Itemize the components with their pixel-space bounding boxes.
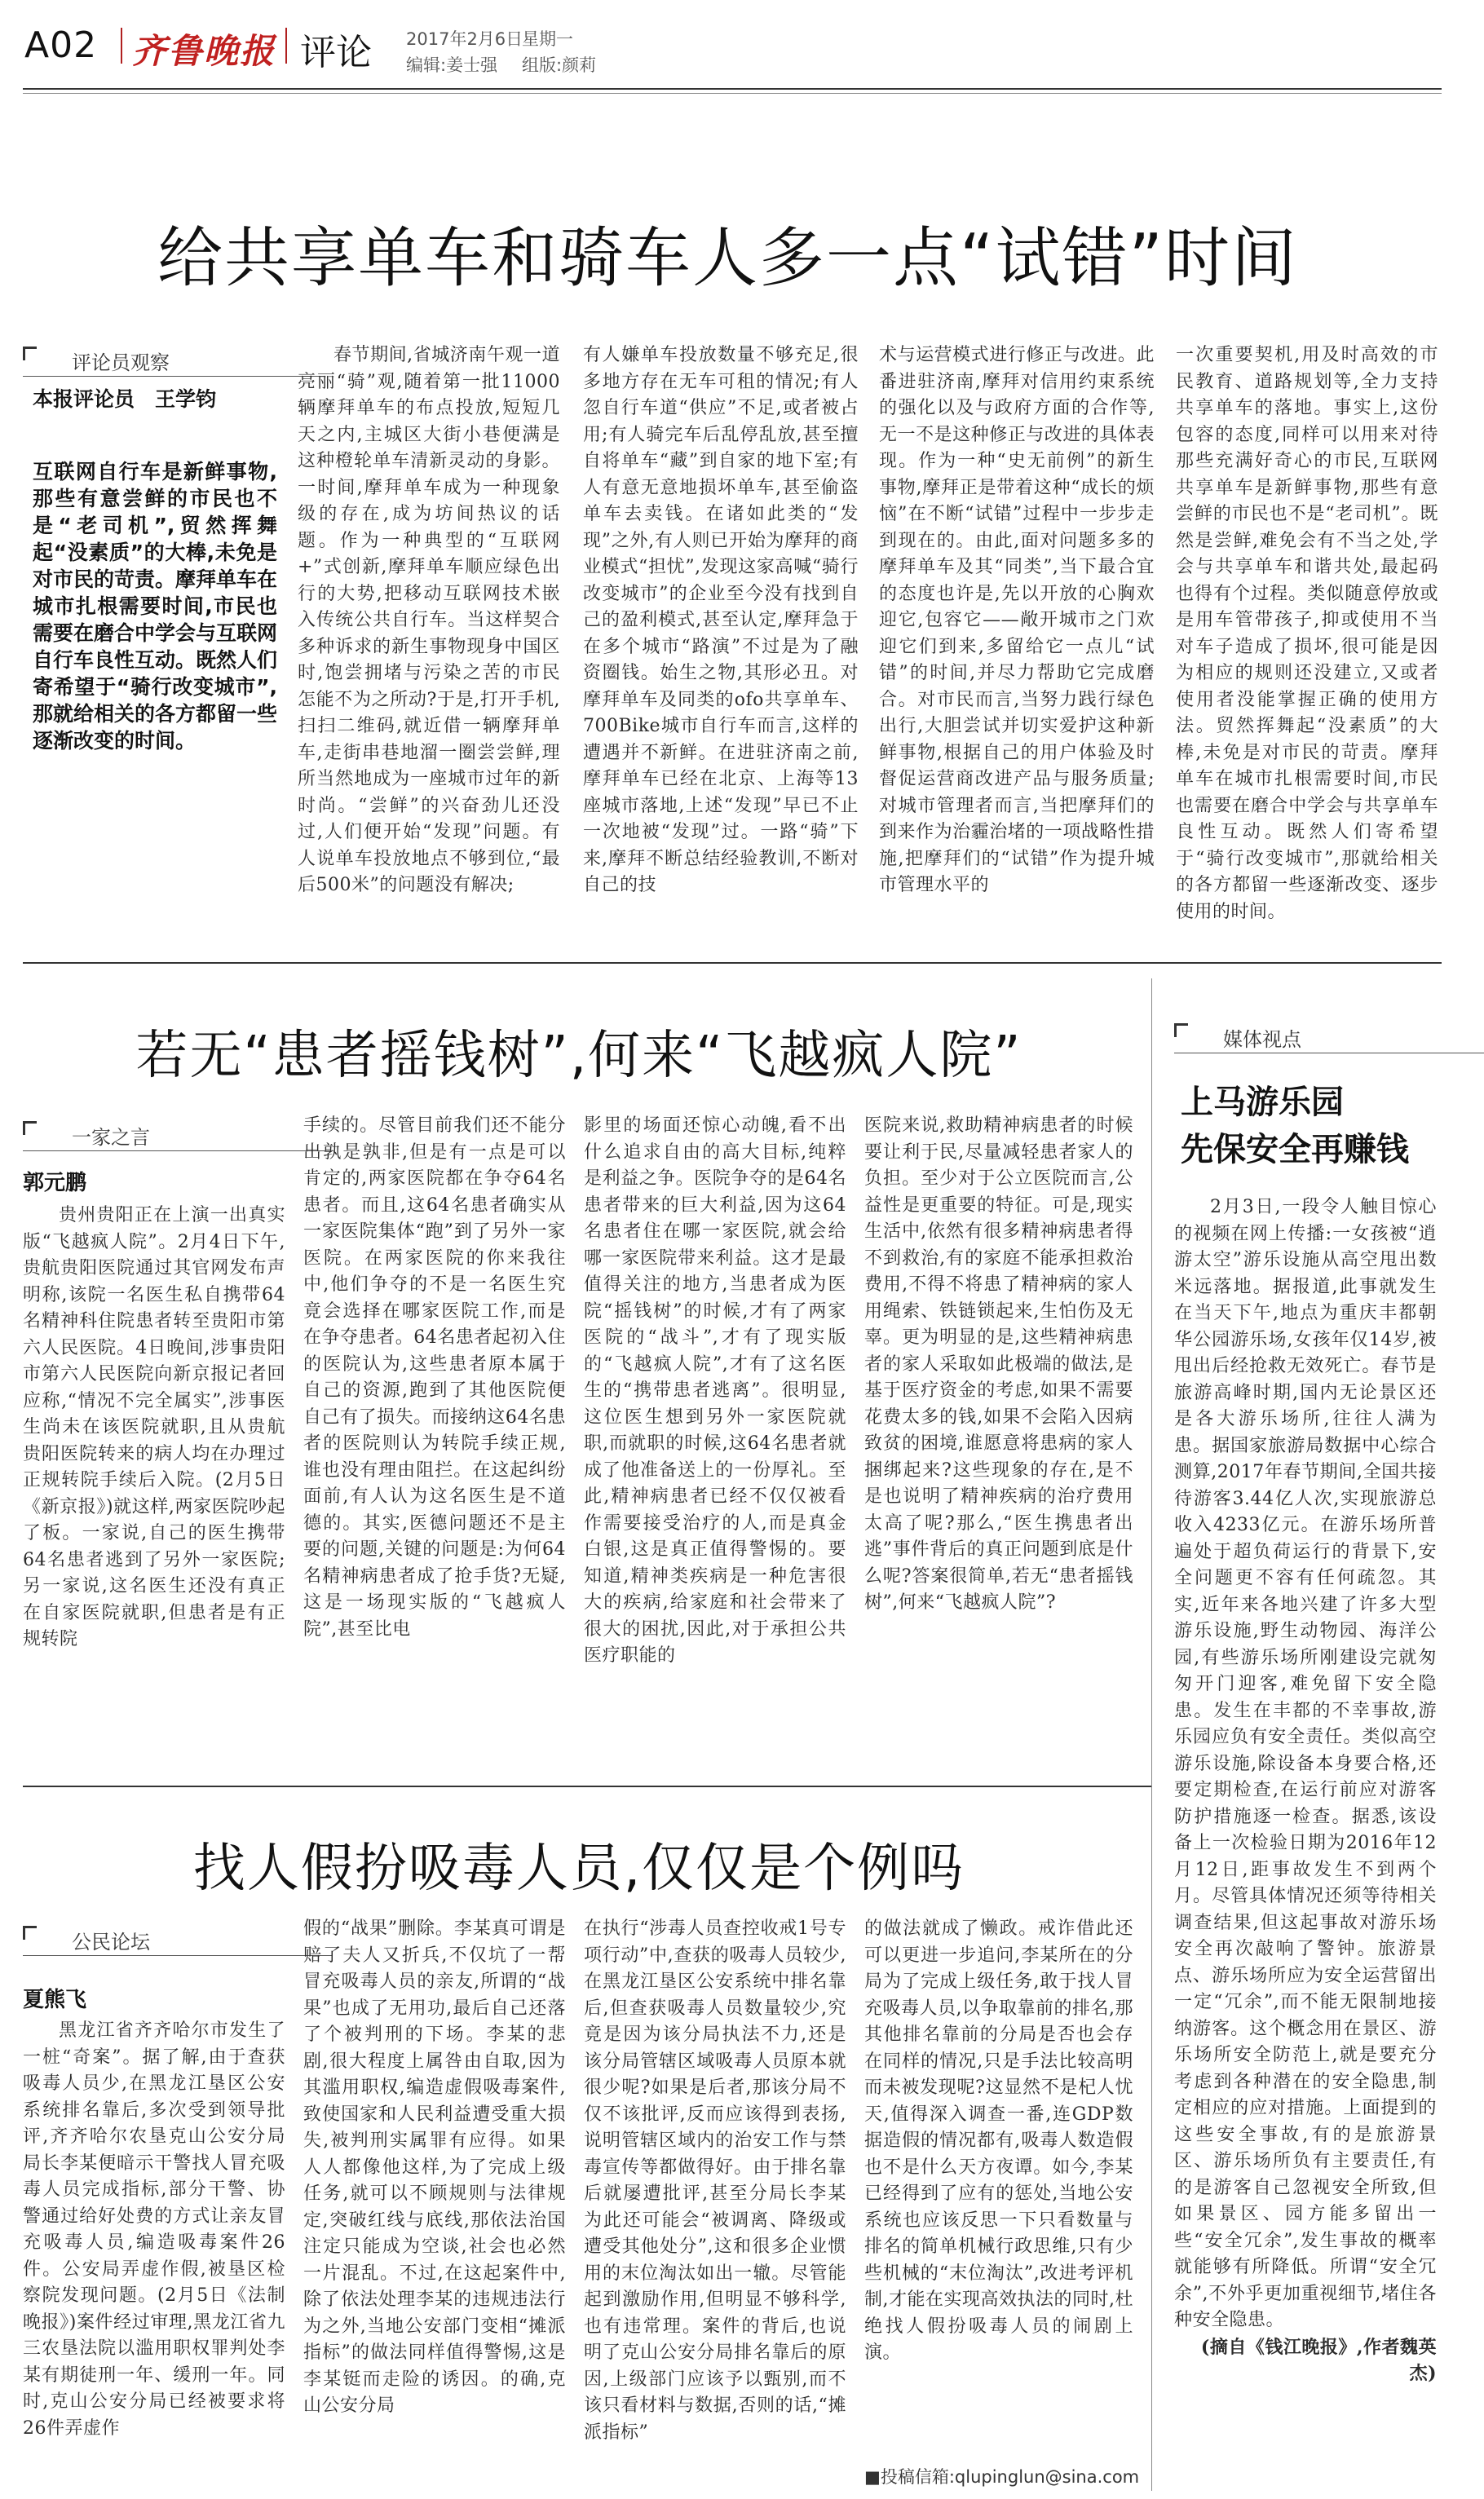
article3-headline: 找人假扮吸毒人员,仅仅是个例吗	[192, 1839, 965, 1899]
article2-bottom-rule	[23, 1786, 1152, 1787]
article3-column-3	[584, 1916, 846, 2491]
sidebar-body-text: 2月3日,一段令人触目惊心的视频在网上传播:一女孩被“逍游太空”游乐设施从高空甩出数米远落地。据报道,此事就发生在当天下午,地点为重庆丰都朝华公园游乐场,女孩年仅14岁,被甩出后经抢救无效死亡。春节是旅游高峰时期,国内无论景区还是各大游乐场所,往往人满为患。据国家旅游局数据中心综合测算,2017年春节期间,全国共接待游客3.44亿人次,实现旅游总收入4233亿元。在游乐场所普遍处于超负荷运行的背景下,安全问题更不容有任何疏忽。其实,近年来各地兴建了许多大型游乐设施,野生动物园、海洋公园,有些游乐场所刚建设完就匆匆开门迎客,难免留下安全隐患。发生在丰都的不幸事故,游乐园应负有安全责任。类似高空游乐设施,除设备本身要合格,还要定期检查,在运行前应对游客防护措施逐一检查。据悉,该设备上一次检验日期为2016年12月12日,距事故发生不到两个月。尽管具体情况还须等待相关调查结果,但这起事故对游乐场安全再次敲响了警钟。旅游景点、游乐场所应为安全运营留出一定“冗余”,而不能无限制地接纳游客。这个概念用在景区、游乐场所安全防范上,就是要充分考虑到各种潜在的安全隐患,制定相应的应对措施。上面提到的这些安全事故,有的是旅游景区、游乐场所负有主要责任,有的是游客自己忽视安全所致,但如果景区、园方能多留出一些“安全冗余”,发生事故的概率就能够有所降低。所谓“安全冗余”,不外乎更加重视细节,堵住各种安全隐患。	[1174, 1197, 1437, 2330]
masthead-rule	[23, 88, 1442, 90]
sidebar-divider	[1151, 978, 1152, 2491]
article1-bottom-rule	[23, 962, 1442, 964]
masthead-rule-thin	[23, 93, 1442, 94]
issue-date: 2017年2月6日	[406, 29, 523, 49]
sidebar-column	[1174, 1194, 1437, 2491]
masthead-divider	[285, 28, 287, 64]
article1-byline: 本报评论员 王学钧	[33, 387, 217, 411]
sidebar-headline-line1: 上马游乐园	[1181, 1084, 1344, 1121]
article2-column-1	[23, 1203, 285, 1773]
section-name: 评论	[300, 32, 372, 73]
article1-lead: 互联网自行车是新鲜事物,那些有意尝鲜的市民也不是“老司机”,贸然挥舞起“没素质”的大棒,未免是对市民的苛责。摩拜单车在城市扎根需要时间,市民也需要在磨合中学会与互联网自行车良性互动。既然人们寄希望于“骑行改变城市”,那就给相关的各方都留一些逐渐改变的时间。	[33, 460, 278, 753]
article1-column-2	[583, 342, 859, 946]
sidebar-headline-line2: 先保安全再赚钱	[1181, 1131, 1409, 1168]
article1-column-label: 评论员观察	[23, 347, 325, 377]
article2-column-3	[584, 1113, 846, 1773]
masthead	[23, 15, 1442, 80]
article2-headline: 若无“患者摇钱树”,何来“飞越疯人院”	[135, 1026, 1022, 1086]
article2-col1-text: 贵州贵阳正在上演一出真实版“飞越疯人院”。2月4日下午,贵航贵阳医院通过其官网发布声明称,该院一名医生私自携带64名精神科住院患者转至贵阳市第六人民医院。4日晚间,涉事贵阳市第六人民医院向新京报记者回应称,“情况不完全属实”,涉事医生尚未在该医院就职,且从贵航贵阳医院转来的病人均在办理过正规转院手续后入院。(2月5日《新京报》)就这样,两家医院吵起了板。一家说,自己的医生携带64名患者逃到了另外一家医院;另一家说,这名医生还没有真正在自家医院就职,但患者是有正规转院	[23, 1205, 285, 1649]
article1-column-4	[1176, 342, 1438, 946]
paper-logo: 齐鲁晚报	[132, 31, 276, 71]
article1-headline: 给共享单车和骑车人多一点“试错”时间	[157, 220, 1298, 296]
article1-col3-text: 术与运营模式进行修正与改进。此番进驻济南,摩拜对信用约束系统的强化以及与政府方面的合作等,无一不是这种修正与改进的具体表现。作为一种“史无前例”的新生事物,摩拜正是带着这种“成长的烦恼”在不断“试错”过程中一步步走到现在的。由此,面对问题多多的摩拜单车及其“同类”,当下最合宜的态度也许是,先以开放的心胸欢迎它,包容它——敞开城市之门欢迎它们到来,多留给它一点儿“试错”的时间,并尽力帮助它完成磨合。对市民而言,当努力践行绿色出行,大胆尝试并切实爱护这种新鲜事物,根据自己的用户体验及时督促运营商改进产品与服务质量;对城市管理者而言,当把摩拜们的到来作为治霾治堵的一项战略性措施,把摩拜们的“试错”作为提升城市管理水平的	[879, 345, 1155, 895]
editor-credit: 编辑:姜士强	[406, 55, 498, 75]
article3-column-label: 公民论坛	[23, 1926, 333, 1956]
article3-byline: 夏熊飞	[23, 1988, 87, 2012]
article2-column-2	[303, 1113, 566, 1773]
layout-credit: 组版:颜莉	[522, 55, 597, 75]
article3-column-1	[23, 2018, 285, 2491]
sidebar-column-label: 媒体视点	[1174, 1023, 1484, 1053]
article2-col2-text: 手续的。尽管目前我们还不能分出孰是孰非,但是有一点是可以肯定的,两家医院都在争夺64名患者。而且,这64名患者确实从一家医院集体“跑”到了另外一家医院。在两家医院的你来我往中,他们争夺的不是一名医生究竟会选择在哪家医院工作,而是在争夺患者。64名患者起初入住的医院认为,这些患者原本属于自己的资源,跑到了其他医院便自己有了损失。而接纳这64名患者的医院则认为转院手续正规,谁也没有理由阻拦。在这起纠纷面前,有人认为这名医生是不道德的。其实,医德问题还不是主要的问题,关键的问题是:为何64名精神病患者成了抢手货?无疑,这是一场现实版的“飞越疯人院”,甚至比电	[303, 1115, 566, 1640]
article3-col1-text: 黑龙江省齐齐哈尔市发生了一桩“奇案”。据了解,由于查获吸毒人员少,在黑龙江垦区公安系统排名靠后,多次受到领导批评,齐齐哈尔农垦克山公安分局局长李某便暗示干警找人冒充吸毒人员完成指标,部分干警、协警通过给好处费的方式让亲友冒充吸毒人员,编造吸毒案件26件。公安局弄虚作假,被垦区检察院发现问题。(2月5日《法制晚报》)案件经过审理,黑龙江省九三农垦法院以滥用职权罪判处李某有期徒刑一年、缓刑一年。同时,克山公安分局已经被要求将26件弄虚作	[23, 2020, 285, 2439]
article1-column-1	[298, 342, 560, 946]
article3-col3-text: 在执行“涉毒人员查控收戒1号专项行动”中,查获的吸毒人员较少,在黑龙江垦区公安系统中排名靠后,但查获吸毒人员数量较少,究竟是因为该分局执法不力,还是该分局管辖区域吸毒人员原本就很少呢?如果是后者,那该分局不仅不该批评,反而应该得到表扬,说明管辖区域内的治安工作与禁毒宣传等都做得好。由于排名靠后就屡遭批评,甚至分局长李某为此还可能会“被调离、降级或遭受其他处分”,这和很多企业惯用的末位淘汰如出一辙。尽管能起到激励作用,但明显不够科学,也有违常理。案件的背后,也说明了克山公安分局排名靠后的原因,上级部门应该予以甄别,而不该只看材料与数据,否则的话,“摊派指标”	[584, 1918, 846, 2443]
article3-col4-text: 的做法就成了懒政。戒诈借此还可以更进一步追问,李某所在的分局为了完成上级任务,敢于找人冒充吸毒人员,以争取靠前的排名,那其他排名靠前的分局是否也会存在同样的情况,只是手法比较高明而未被发现呢?这显然不是杞人忧天,值得深入调查一番,连GDP数据造假的情况都有,吸毒人数造假也不是什么天方夜谭。如今,李某已经得到了应有的惩处,当地公安系统也应该反思一下只看数量与排名的简单机械行政思维,只有少些机械的“末位淘汰”,改进考评机制,才能在实现高效执法的同时,杜绝找人假扮吸毒人员的闹剧上演。	[864, 1918, 1133, 2363]
article2-col4-text: 医院来说,救助精神病患者的时候要让利于民,尽量减轻患者家人的负担。至少对于公立医院而言,公益性是更重要的特征。可是,现实生活中,依然有很多精神病患者得不到救治,有的家庭不能承担救治费用,不得不将患了精神病的家人用绳索、铁链锁起来,生怕伤及无辜。更为明显的是,这些精神病患者的家人采取如此极端的做法,是基于医疗资金的考虑,如果不需要花费太多的钱,如果不会陷入因病致贫的困境,谁愿意将患病的家人捆绑起来?这些现象的存在,是不是也说明了精神疾病的治疗费用太高了呢?那么,“医生携患者出逃”事件背后的真正问题到底是什么呢?答案很简单,若无“患者摇钱树”,何来“飞越疯人院”?	[864, 1115, 1133, 1613]
issue-weekday: 星期一	[522, 29, 573, 49]
contact-email: ■投稿信箱:qlupinglun@sina.com	[864, 2467, 1140, 2487]
article1-column-3	[879, 342, 1155, 946]
article1-col4-text: 一次重要契机,用及时高效的市民教育、道路规划等,全力支持共享单车的落地。事实上,这份包容的态度,同样可以用来对待那些充满好奇心的市民,互联网共享单车是新鲜事物,那些有意尝鲜的市民也不是“老司机”。既然是尝鲜,难免会有不当之处,学会与共享单车和谐共处,最起码也得有个过程。类似随意停放或是用车管带孩子,抑或使用不当对车子造成了损坏,很可能是因为相应的规则还没建立,又或者使用者没能掌握正确的使用方法。贸然挥舞起“没素质”的大棒,未免是对市民的苛责。摩拜单车在城市扎根需要时间,市民也需要在磨合中学会与共享单车良性互动。既然人们寄希望于“骑行改变城市”,那就给相关的各方都留一些逐渐改变、逐步使用的时间。	[1176, 345, 1438, 922]
article2-col3-text: 影里的场面还惊心动魄,看不出什么追求自由的高大目标,纯粹是利益之争。医院争夺的是64名患者带来的巨大利益,因为这64名患者住在哪一家医院,就会给哪一家医院带来利益。这才是最值得关注的地方,当患者成为医院“摇钱树”的时候,才有了两家医院的“战斗”,才有了现实版的“飞越疯人院”,才有了这名医生的“携带患者逃离”。很明显,这位医生想到另外一家医院就职,而就职的时候,这64名患者就成了他准备送上的一份厚礼。至此,精神病患者已经不仅仅被看作需要接受治疗的人,而是真金白银,这是真正值得警惕的。要知道,精神类疾病是一种危害很大的疾病,给家庭和社会带来了很大的困扰,因此,对于承担公共医疗职能的	[584, 1115, 846, 1666]
sidebar-credit: (摘自《钱江晚报》,作者魏英杰)	[1200, 2336, 1437, 2384]
article1-col2-text: 有人嫌单车投放数量不够充足,很多地方存在无车可租的情况;有人忽自行车道“供应”不足,或者被占用;有人骑完车后乱停乱放,甚至擅自将单车“藏”到自家的地下室;有人有意无意地损坏单车,甚至偷盗单车去卖钱。在诸如此类的“发现”之外,有人则已开始为摩拜的商业模式“担忧”,发现这家高喊“骑行改变城市”的企业至今没有找到自己的盈利模式,甚至认定,摩拜急于在多个城市“路演”不过是为了融资圈钱。始生之物,其形必丑。对摩拜单车及同类的ofo共享单车、700Bike城市自行车而言,这样的遭遇并不新鲜。在进驻济南之前,摩拜单车已经在北京、上海等13座城市落地,上述“发现”早已不止一次地被“发现”过。一路“骑”下来,摩拜不断总结经验教训,不断对自己的技	[583, 345, 859, 895]
article3-col2-text: 假的“战果”删除。李某真可谓是赔了夫人又折兵,不仅坑了一帮冒充吸毒人员的亲友,所谓的“战果”也成了无用功,最后自己还落了个被判刑的下场。李某的悲剧,很大程度上属咎由自取,因为其滥用职权,编造虚假吸毒案件,致使国家和人民利益遭受重大损失,被判刑实属罪有应得。如果人人都像他这样,为了完成上级任务,就可以不顾规则与法律规定,突破红线与底线,那依法治国注定只能成为空谈,社会也必然一片混乱。不过,在这起案件中,除了依法处理李某的违规违法行为之外,当地公安部门变相“摊派指标”的做法同样值得警惕,这是李某铤而走险的诱因。的确,克山公安分局	[303, 1918, 566, 2416]
article2-byline: 郭元鹏	[23, 1171, 87, 1195]
page-code: A02	[24, 24, 98, 66]
article1-col1-text: 春节期间,省城济南午观一道亮丽“骑”观,随着第一批11000辆摩拜单车的布点投放,短短几天之内,主城区大街小巷便满是这种橙轮单车清新灵动的身影。一时间,摩拜单车成为一种现象级的存在,成为坊间热议的话题。作为一种典型的“互联网+”式创新,摩拜单车顺应绿色出行的大势,把移动互联网技术嵌入传统公共自行车。当这样契合多种诉求的新生事物现身中国区时,饱尝拥堵与污染之苦的市民怎能不为之所动?于是,打开手机,扫扫二维码,就近借一辆摩拜单车,走街串巷地溜一圈尝尝鲜,理所当然地成为一座城市过年的新时尚。“尝鲜”的兴奋劲儿还没过,人们便开始“发现”问题。有人说单车投放地点不够到位,“最后500米”的问题没有解决;	[298, 345, 560, 895]
article2-column-label: 一家之言	[23, 1121, 333, 1151]
article3-column-2	[303, 1916, 566, 2491]
masthead-divider	[121, 28, 122, 64]
article2-column-4	[864, 1113, 1133, 1773]
article3-column-4	[864, 1916, 1133, 2458]
